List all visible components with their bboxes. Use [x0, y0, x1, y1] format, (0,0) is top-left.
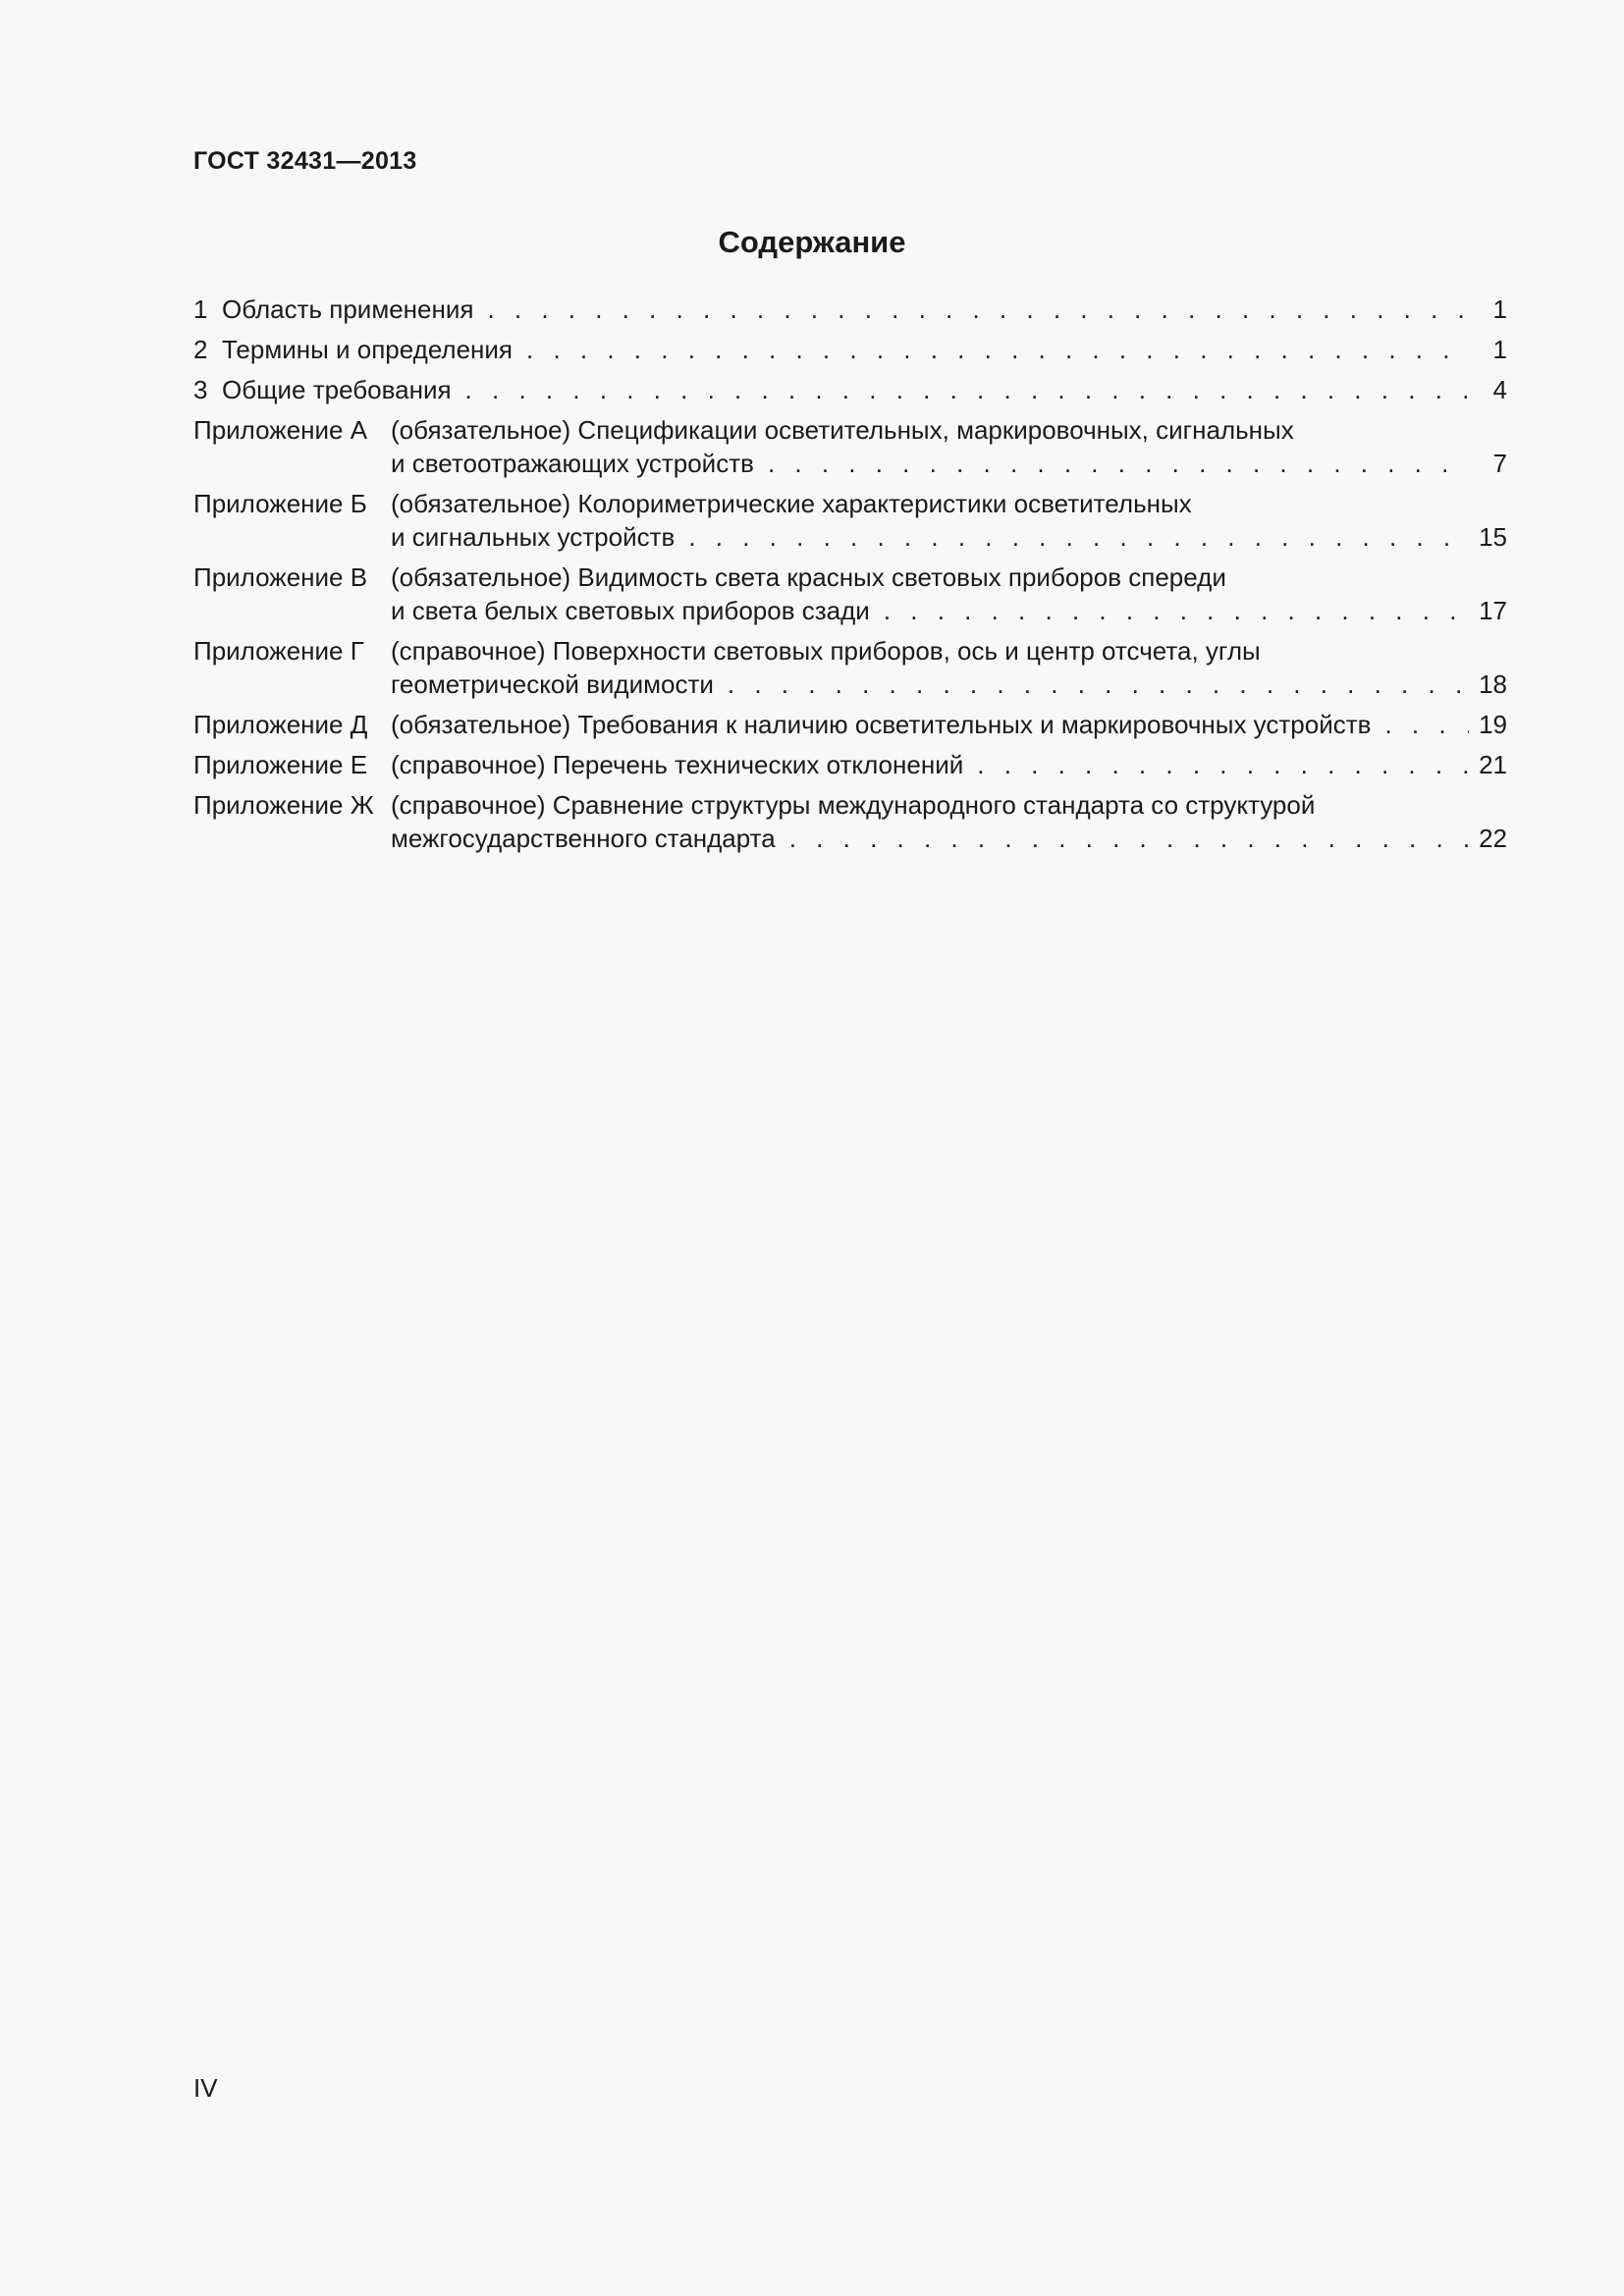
toc-entry-annex-e[interactable] — [193, 748, 1507, 781]
annex-title-line2: и света белых световых приборов сзади — [391, 596, 870, 625]
annex-title: (справочное) Перечень технических отклонений — [391, 750, 964, 779]
toc-entry-annex-zh[interactable] — [193, 788, 1507, 855]
toc-entry-number: 1 — [193, 294, 208, 324]
page-number: IV — [193, 2073, 218, 2103]
toc-entry-page: 21 — [1479, 750, 1507, 779]
annex-label: Приложение Д — [193, 710, 368, 739]
annex-label: Приложение Б — [193, 489, 367, 518]
toc-entry-number: 3 — [193, 375, 208, 404]
annex-label: Приложение В — [193, 562, 368, 592]
dot-leader — [1384, 708, 1469, 741]
annex-title-line1: (справочное) Сравнение структуры международного стандарта со структурой — [391, 790, 1316, 820]
toc-entry-page: 1 — [1492, 294, 1507, 324]
toc-entry-annex-b[interactable] — [193, 487, 1507, 554]
toc-entry-1[interactable] — [193, 293, 1507, 326]
toc-entry-annex-d[interactable] — [193, 708, 1507, 741]
dot-leader — [526, 333, 1470, 366]
dot-leader — [487, 293, 1470, 326]
dot-leader — [789, 822, 1469, 855]
annex-title-line1: (обязательное) Видимость света красных световых приборов спереди — [391, 562, 1226, 592]
annex-label: Приложение Е — [193, 750, 368, 779]
toc-entry-number: 2 — [193, 335, 208, 364]
annex-title-line1: (справочное) Поверхности световых приборов, ось и центр отсчета, углы — [391, 636, 1261, 666]
dot-leader — [768, 447, 1470, 480]
toc-entry-page: 15 — [1479, 522, 1507, 552]
toc-entry-annex-g[interactable] — [193, 634, 1507, 701]
dot-leader — [688, 520, 1469, 554]
annex-title-line2: межгосударственного стандарта — [391, 824, 776, 853]
annex-title-line2: и светоотражающих устройств — [391, 449, 754, 478]
annex-title-line1: (обязательное) Спецификации осветительных, маркировочных, сигнальных — [391, 415, 1294, 445]
annex-label: Приложение Г — [193, 636, 364, 666]
toc-entry-annex-a[interactable] — [193, 413, 1507, 480]
dot-leader — [884, 594, 1469, 627]
toc-entry-3[interactable] — [193, 373, 1507, 406]
table-of-contents — [193, 293, 1507, 862]
annex-title: (обязательное) Требования к наличию осветительных и маркировочных устройств — [391, 710, 1372, 739]
toc-entry-title: Термины и определения — [222, 335, 514, 364]
annex-label: Приложение Ж — [193, 790, 374, 820]
toc-title: Содержание — [718, 225, 906, 259]
toc-entry-2[interactable] — [193, 333, 1507, 366]
toc-entry-page: 4 — [1492, 375, 1507, 404]
toc-entry-page: 19 — [1479, 710, 1507, 739]
dot-leader — [728, 667, 1469, 701]
toc-entry-page: 18 — [1479, 669, 1507, 699]
toc-entry-page: 1 — [1492, 335, 1507, 364]
toc-entry-title: Общие требования — [222, 375, 452, 404]
annex-title-line2: и сигнальных устройств — [391, 522, 676, 552]
dot-leader — [465, 373, 1470, 406]
toc-entry-page: 22 — [1479, 824, 1507, 853]
toc-entry-page: 7 — [1492, 449, 1507, 478]
document-code: ГОСТ 32431—2013 — [193, 147, 417, 175]
annex-title-line2: геометрической видимости — [391, 669, 714, 699]
annex-label: Приложение А — [193, 415, 368, 445]
dot-leader — [977, 748, 1469, 781]
toc-entry-page: 17 — [1479, 596, 1507, 625]
toc-entry-annex-v[interactable] — [193, 561, 1507, 627]
annex-title-line1: (обязательное) Колориметрические характеристики осветительных — [391, 489, 1192, 518]
toc-entry-title: Область применения — [222, 294, 474, 324]
